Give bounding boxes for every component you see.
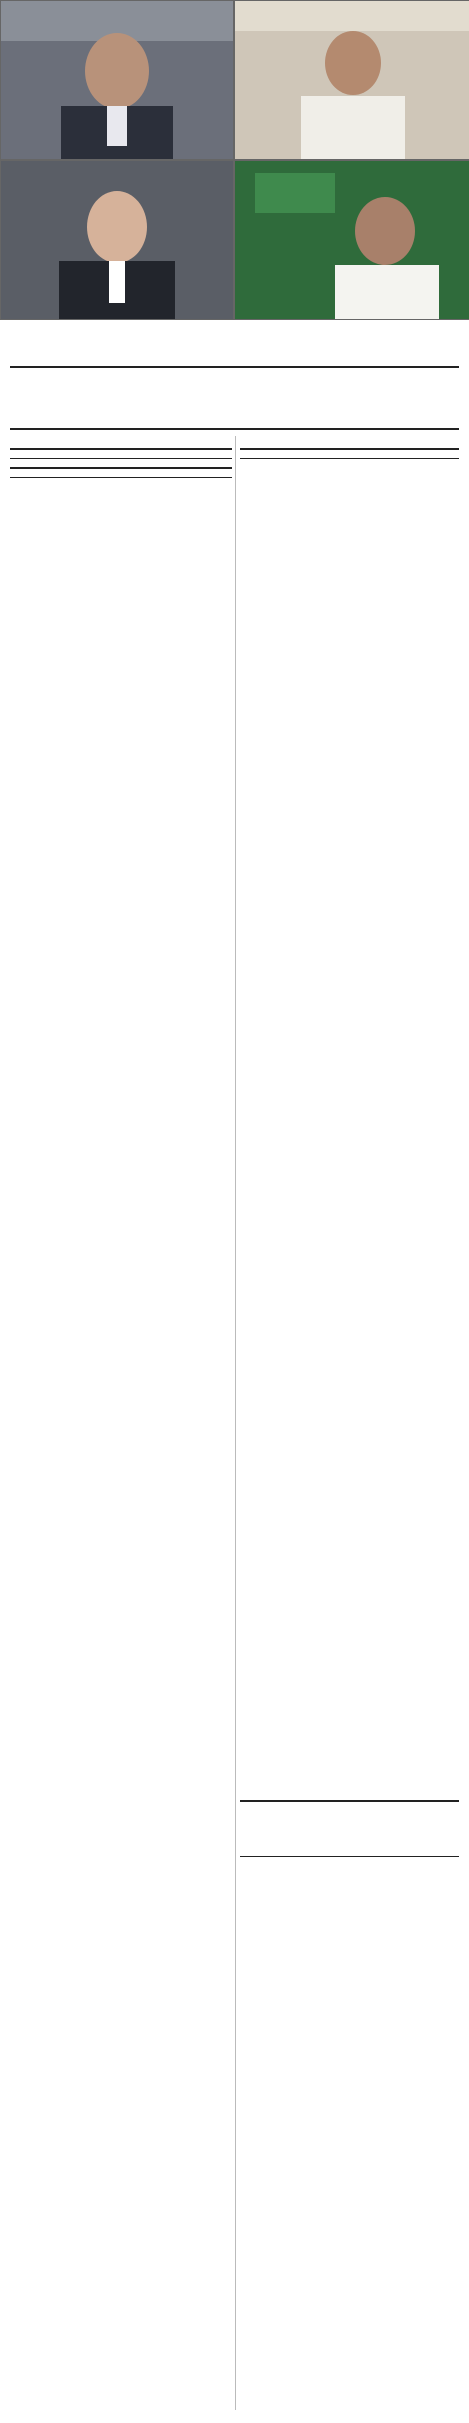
column-divider (235, 436, 236, 2410)
story2-body (240, 1862, 459, 2410)
story-headline (10, 372, 459, 424)
photo-top-left (0, 0, 234, 160)
photo-bottom-left (0, 160, 234, 320)
right_column-subheading (240, 448, 459, 459)
headline-rule-top (10, 366, 459, 368)
left-column (10, 440, 232, 2410)
headline-rule-bottom (10, 428, 459, 430)
left_column-subheading (10, 467, 232, 478)
photo-collage (0, 0, 469, 318)
left_column-subheading (10, 448, 232, 459)
photo-top-right (234, 0, 469, 160)
right-column (240, 440, 459, 1792)
story2-headline (240, 1800, 459, 1857)
photo-bottom-right (234, 160, 469, 320)
photo-caption (10, 320, 459, 360)
